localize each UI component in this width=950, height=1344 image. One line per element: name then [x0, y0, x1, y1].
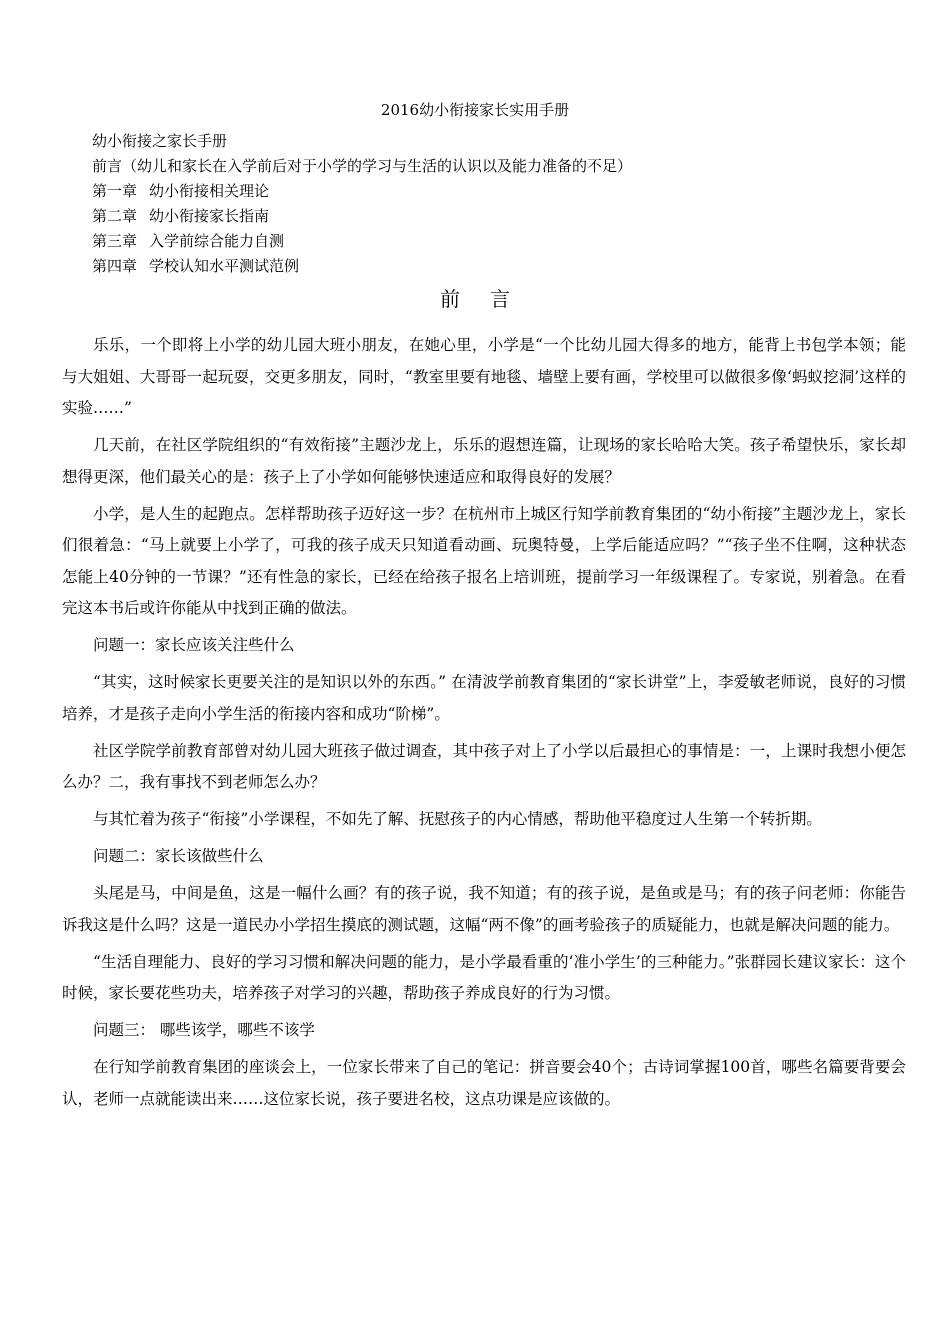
toc-chapter: 第二章 — [92, 207, 138, 225]
document-title: 2016幼小衔接家长实用手册 — [380, 101, 570, 119]
toc-chapter: 前言（幼儿和家长在入学前后对于小学的学习与生活的认识以及能力准备的不足） — [92, 157, 633, 175]
toc-item-chapter-3 — [92, 229, 912, 254]
question-heading: 问题三： 哪些该学，哪些不该学 — [93, 1021, 315, 1039]
toc-item-chapter-4 — [92, 254, 912, 279]
paragraph: 在行知学前教育集团的座谈会上，一位家长带来了自己的笔记：拼音要会40个；古诗词掌握100首，哪些名篇要背要会认，老师一点就能读出来……这位家长说，孩子要进名校，这点功课是应该做的。 — [62, 1058, 906, 1108]
toc-item-handbook — [92, 129, 912, 154]
toc-title: 入学前综合能力自测 — [149, 232, 285, 250]
toc-chapter: 第四章 — [92, 257, 138, 275]
question-heading: 问题一：家长应该关注些什么 — [93, 636, 295, 654]
toc-chapter: 第三章 — [92, 232, 138, 250]
paragraph: 头尾是马，中间是鱼，这是一幅什么画？有的孩子说，我不知道；有的孩子说，是鱼或是马；有的孩子问老师：你能告诉我这是什么吗？这是一道民办小学招生摸底的测试题，这幅“两不像”的画考验孩子的质疑能力，也就是解决问题的能力。 — [62, 884, 906, 934]
paragraph: 社区学院学前教育部曾对幼儿园大班孩子做过调查，其中孩子对上了小学以后最担心的事情是：一，上课时我想小便怎么办？二，我有事找不到老师怎么办？ — [62, 741, 906, 791]
toc-item-chapter-2 — [92, 204, 912, 229]
table-of-contents — [92, 129, 912, 279]
question-heading: 问题二：家长该做些什么 — [93, 847, 264, 865]
toc-title: 幼小衔接家长指南 — [149, 207, 270, 225]
paragraph: 乐乐，一个即将上小学的幼儿园大班小朋友，在她心里，小学是“一个比幼儿园大得多的地方，能背上书包学本领；能与大姐姐、大哥哥一起玩耍，交更多朋友，同时，“教室里要有地毯、墙壁上要有画，学校里可以做很多像‘蚂蚁挖洞’这样的实验……” — [62, 336, 906, 417]
toc-item-chapter-1 — [92, 179, 912, 204]
toc-title: 幼小衔接相关理论 — [149, 182, 270, 200]
preface-heading: 前言 — [440, 287, 540, 311]
paragraph: “生活自理能力、良好的学习习惯和解决问题的能力，是小学最看重的‘准小学生’的三种能力。”张群园长建议家长：这个时候，家长要花些功夫，培养孩子对学习的兴趣，帮助孩子养成良好的行为习惯。 — [62, 952, 906, 1002]
toc-title: 学校认知水平测试范例 — [149, 257, 300, 275]
paragraph: “其实，这时候家长更要关注的是知识以外的东西。” 在清波学前教育集团的“家长讲堂”上，李爱敏老师说，良好的习惯培养，才是孩子走向小学生活的衔接内容和成功“阶梯”。 — [62, 673, 906, 723]
toc-chapter: 幼小衔接之家长手册 — [92, 132, 228, 150]
toc-item-preface — [92, 154, 912, 179]
paragraph: 几天前，在社区学院组织的“有效衔接”主题沙龙上，乐乐的遐想连篇，让现场的家长哈哈大笑。孩子希望快乐，家长却想得更深，他们最关心的是：孩子上了小学如何能够快速适应和取得良好的发展？ — [62, 436, 906, 486]
paragraph: 与其忙着为孩子“衔接”小学课程，不如先了解、抚慰孩子的内心情感，帮助他平稳度过人生第一个转折期。 — [93, 810, 822, 828]
toc-chapter: 第一章 — [92, 182, 138, 200]
paragraph: 小学，是人生的起跑点。怎样帮助孩子迈好这一步？在杭州市上城区行知学前教育集团的“幼小衔接”主题沙龙上，家长们很着急：“马上就要上小学了，可我的孩子成天只知道看动画、玩奥特曼，上学后能适应吗？”“孩子坐不住啊，这种状态怎能上40分钟的一节课？”还有性急的家长，已经在给孩子报名上培训班，提前学习一年级课程了。专家说，别着急。在看完这本书后或许你能从中找到正确的做法。 — [62, 504, 906, 617]
preface-body — [62, 330, 906, 1121]
